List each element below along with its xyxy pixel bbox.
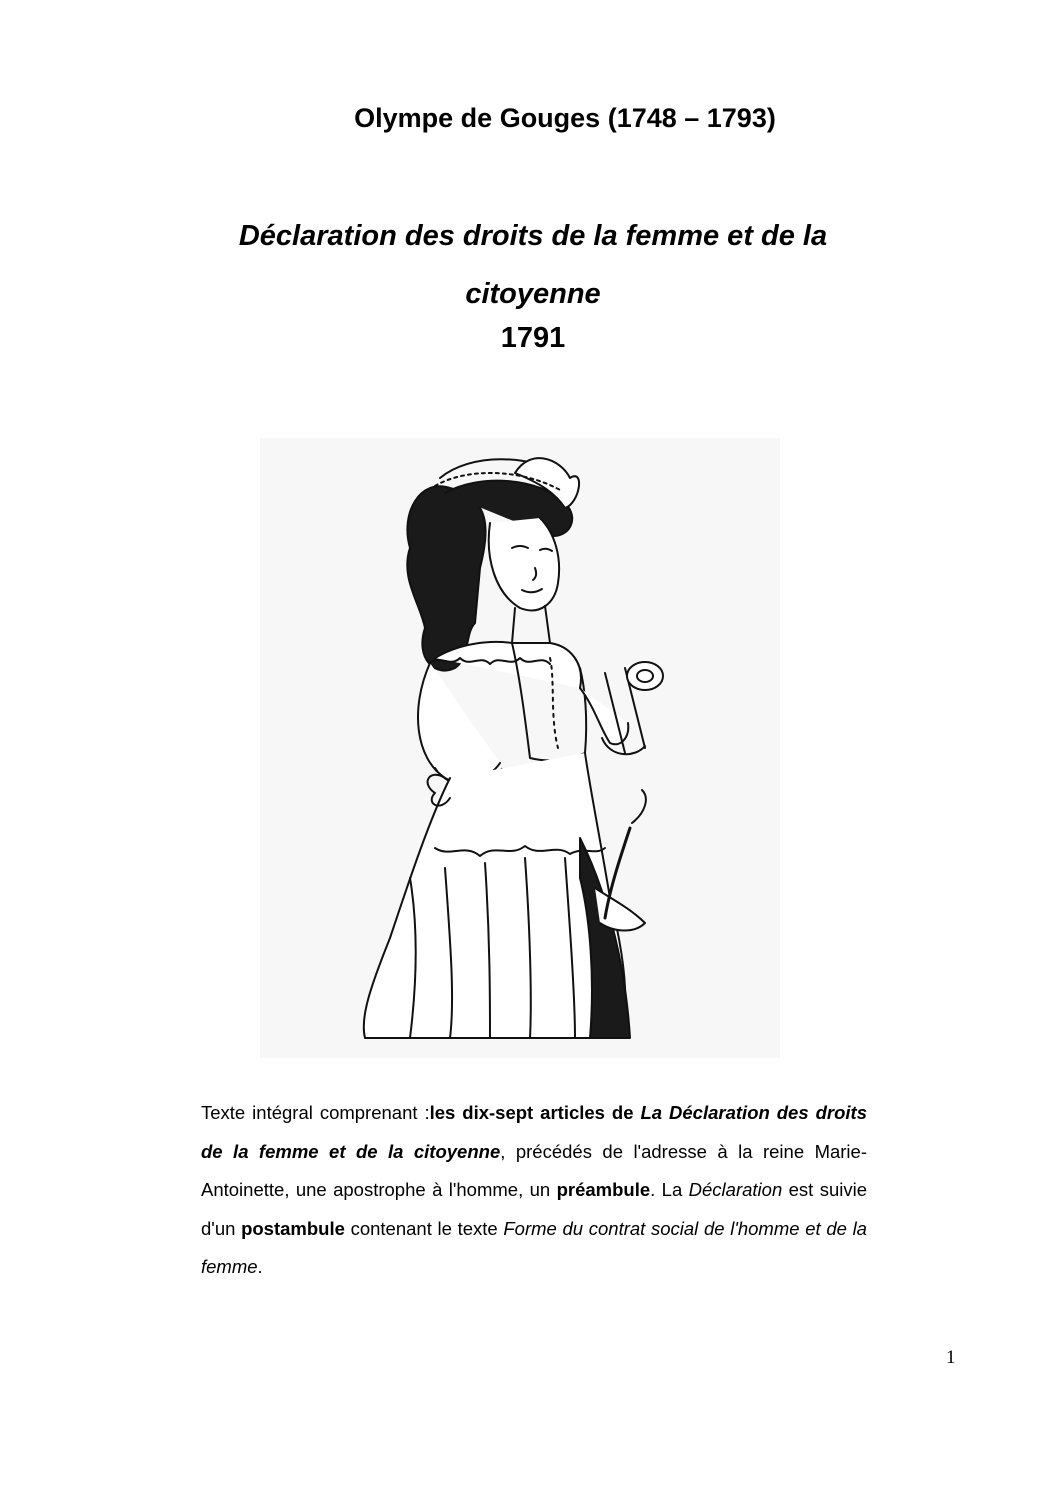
publication-year: 1791 (500, 322, 566, 354)
intro-bold-italic-title: La Déclaration des droits de la femme et de la citoyenne (201, 1102, 867, 1162)
intro-text-5: contenant le texte (344, 1217, 504, 1239)
woman-with-scroll-engraving-icon (250, 418, 790, 1068)
intro-text-2: , précédés de l'adresse à la reine Marie-Antoinette, une apostrophe à l'homme, un (201, 1140, 867, 1200)
intro-paragraph (201, 1094, 867, 1287)
intro-italic-contract: Forme du contrat social de l'homme et de la femme (201, 1217, 867, 1277)
intro-bold-preambule: préambule (556, 1179, 651, 1200)
intro-text-1: Texte intégral comprenant : (201, 1102, 430, 1123)
intro-bold-articles: les dix-sept articles de (429, 1102, 641, 1123)
work-title (0, 207, 1058, 323)
intro-text-4: est suivie d'un (201, 1179, 867, 1239)
page-number: 1 (946, 1347, 956, 1368)
work-title-line-1: Déclaration des droits de la femme et de la (238, 220, 828, 252)
author-heading: Olympe de Gouges (1748 – 1793) (354, 103, 776, 133)
intro-italic-declaration: Déclaration (688, 1179, 783, 1200)
work-title-line-2: citoyenne (465, 278, 601, 310)
intro-text-3: . La (650, 1179, 689, 1200)
intro-bold-postambule: postambule (241, 1217, 345, 1239)
intro-text-6: . (257, 1256, 263, 1277)
